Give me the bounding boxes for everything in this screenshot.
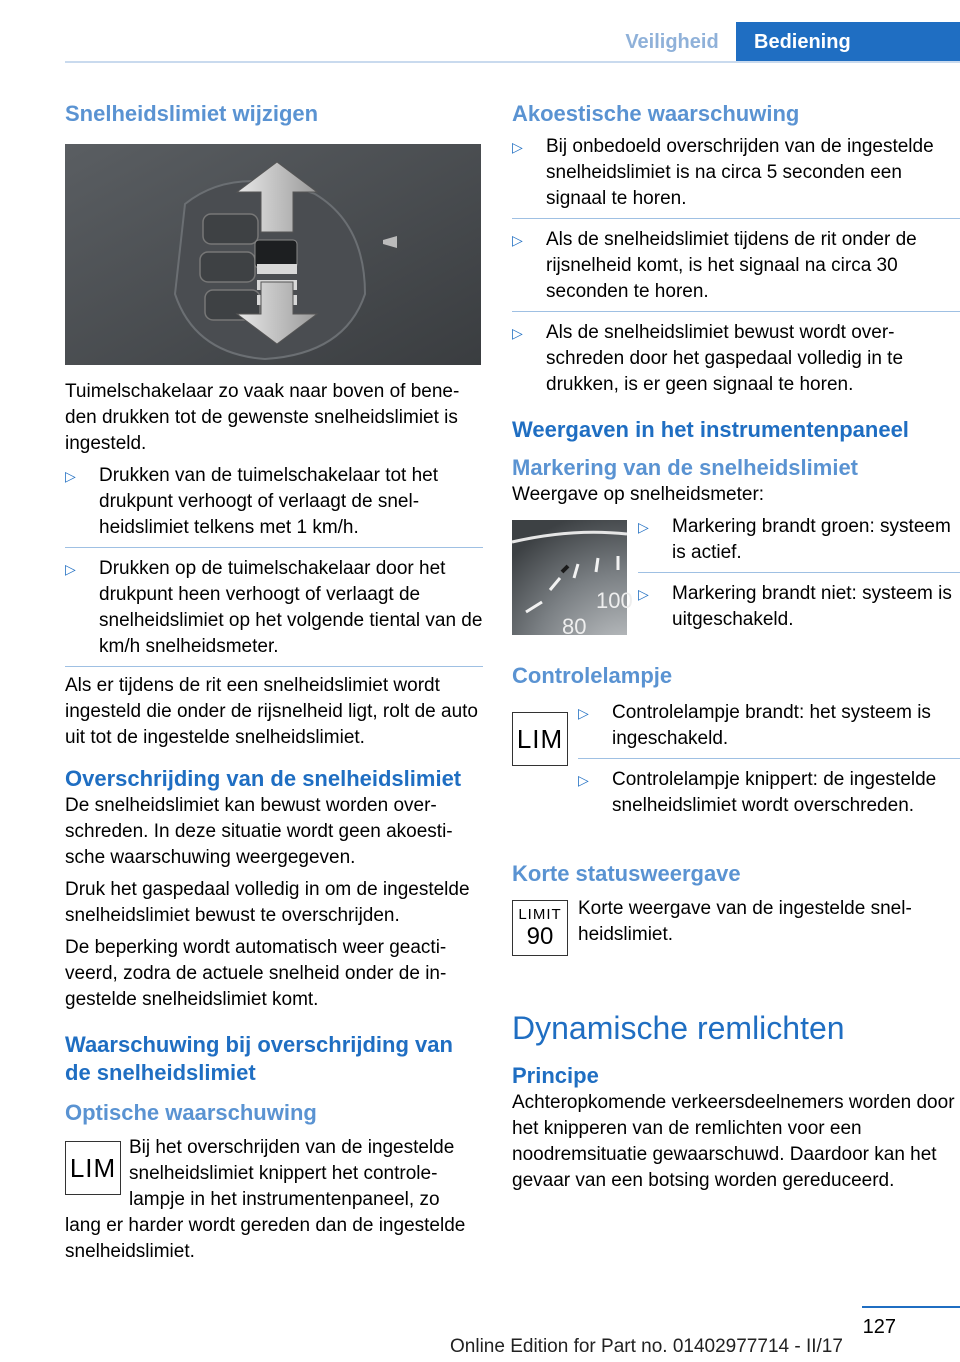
list-rocker-options bbox=[65, 463, 483, 660]
paragraph-rocker-instruction: Tuimelschakelaar zo vaak naar boven of beneden drukken tot de gewenste snelheidslimiet is ingesteld. bbox=[65, 381, 460, 454]
list-item: ▷ Controlelampje knippert: de ingestelde snelheidslimiet wordt overschreden. bbox=[578, 769, 937, 816]
triangle-bullet-icon: ▷ bbox=[512, 139, 523, 155]
lim-indicator-icon: LIM bbox=[65, 1141, 121, 1195]
paragraph-principle: Achteropkomende verkeersdeelnemers worden door het knipperen van de remlichten voor een noodremsituatie gewaarschuwd. Daardoor kan het gevaar van een botsing worden gereduceerd. bbox=[512, 1092, 955, 1191]
triangle-bullet-icon: ▷ bbox=[512, 232, 523, 248]
edition-footer: Online Edition for Part no. 01402977714 - II/17 bbox=[450, 1336, 843, 1357]
paragraph-rolls-to-limit: Als er tijdens de rit een snelheidslimiet wordt ingesteld die onder de rijsnelheid ligt, rolt de auto uit tot de ingestelde snelheidslimiet. bbox=[65, 675, 478, 748]
footer-divider bbox=[862, 1306, 960, 1308]
section-title-short-status: Korte statusweergave bbox=[512, 861, 741, 886]
left-column bbox=[65, 100, 483, 1265]
list-item: ▷ Drukken op de tuimelschakelaar door het drukpunt heen verhoogt of verlaagt de snelheidslimiet op het volgende tiental van de km/h snelheidsmeter. bbox=[65, 558, 483, 657]
list-item: ▷ Markering brandt niet: systeem is uitgeschakeld. bbox=[638, 583, 952, 630]
section-title-warning-exceed: Waarschuwing bij overschrijding van de snelheidslimiet bbox=[65, 1032, 453, 1085]
paragraph-exceed-3: De beperking wordt automatisch weer geactiveerd, zodra de actuele snelheid onder de ingestelde snelheidslimiet komt. bbox=[65, 937, 447, 1010]
list-item: ▷ Bij onbedoeld overschrijden van de ingestelde snelheidslimiet is na circa 5 seconden een signaal te horen. bbox=[512, 136, 934, 209]
paragraph-optical-warning-b: lang er harder wordt gereden dan de ingestelde snelheidslimiet. bbox=[65, 1215, 466, 1262]
list-acoustic bbox=[512, 134, 960, 398]
list-divider bbox=[65, 666, 483, 667]
triangle-bullet-icon: ▷ bbox=[638, 586, 649, 602]
paragraph-exceed-2: Druk het gaspedaal volledig in om de ingestelde snelheidslimiet bewust te overschrijden. bbox=[65, 879, 470, 926]
list-divider bbox=[638, 572, 960, 573]
paragraph-speedometer-display: Weergave op snelheidsmeter: bbox=[512, 484, 765, 505]
triangle-bullet-icon: ▷ bbox=[578, 772, 589, 788]
triangle-bullet-icon: ▷ bbox=[512, 325, 523, 341]
triangle-bullet-icon: ▷ bbox=[65, 561, 76, 577]
chapter-tabs bbox=[608, 22, 960, 62]
paragraph-optical-warning-a: Bij het overschrijden van de ingestelde snelheidslimiet knippert het controlelampje in het instrumentenpaneel, zo bbox=[129, 1137, 455, 1210]
speedometer-label-100: 100 bbox=[596, 588, 633, 613]
list-item: ▷ Controlelampje brandt: het systeem is ingeschakeld. bbox=[578, 702, 931, 749]
rocker-switch-illustration bbox=[65, 144, 481, 365]
section-title-change-limit: Snelheidslimiet wijzigen bbox=[65, 101, 319, 126]
indicator-lamp-block bbox=[512, 700, 960, 850]
triangle-bullet-icon: ▷ bbox=[65, 468, 76, 484]
page-number: 127 bbox=[862, 1316, 896, 1338]
list-item: ▷ Markering brandt groen: systeem is actief. bbox=[638, 516, 951, 563]
chapter-title-dynamic-brake-lights: Dynamische remlichten bbox=[512, 1010, 845, 1046]
list-indicator-lamp bbox=[578, 700, 960, 819]
right-column bbox=[512, 100, 960, 1194]
list-item: ▷ Als de snelheidslimiet tijdens de rit onder de rijsnelheid komt, is het signaal na circa 30 seconden te horen. bbox=[512, 229, 917, 302]
marking-block bbox=[512, 516, 960, 640]
speedometer-label-80: 80 bbox=[562, 614, 587, 639]
section-title-principle: Principe bbox=[512, 1063, 599, 1088]
list-divider bbox=[578, 758, 960, 759]
tab-veiligheid[interactable]: Veiligheid bbox=[608, 22, 736, 62]
short-status-block bbox=[512, 896, 960, 966]
optical-warning-block bbox=[65, 1135, 483, 1265]
paragraph-short-status: Korte weergave van de ingestelde snelheidslimiet. bbox=[578, 898, 912, 945]
section-title-acoustic-warning: Akoestische waarschuwing bbox=[512, 101, 800, 126]
section-title-optical-warning: Optische waarschuwing bbox=[65, 1100, 317, 1125]
section-title-marking: Markering van de snelheidslimiet bbox=[512, 455, 859, 480]
steering-wheel-rocker-switch-photo bbox=[65, 144, 481, 365]
triangle-bullet-icon: ▷ bbox=[578, 705, 589, 721]
triangle-bullet-icon: ▷ bbox=[638, 519, 649, 535]
list-divider bbox=[65, 547, 483, 548]
section-title-exceeding-limit: Overschrijding van de snelheidslimiet bbox=[65, 766, 462, 791]
list-marking bbox=[638, 514, 960, 633]
section-title-indicator-lamp: Controlelampje bbox=[512, 663, 673, 688]
list-divider bbox=[512, 311, 960, 312]
header-divider bbox=[65, 61, 960, 63]
lim-indicator-icon: LIM bbox=[512, 712, 568, 766]
tab-bediening[interactable]: Bediening bbox=[736, 22, 960, 62]
paragraph-exceed-1: De snelheidslimiet kan bewust worden overschreden. In deze situatie wordt geen akoestische waarschuwing weergegeven. bbox=[65, 795, 453, 868]
limit-90-icon: LIMIT 90 bbox=[512, 900, 568, 956]
list-item: ▷ Drukken van de tuimelschakelaar tot het drukpunt verhoogt of verlaagt de snelheidslimiet telkens met 1 km/h. bbox=[65, 465, 439, 538]
section-title-instrument-displays: Weergaven in het instrumentenpaneel bbox=[512, 417, 909, 442]
list-item: ▷ Als de snelheidslimiet bewust wordt overschreden door het gaspedaal volledig in te drukken, is er geen signaal te horen. bbox=[512, 322, 904, 395]
speedometer-image bbox=[512, 520, 633, 639]
list-divider bbox=[512, 218, 960, 219]
